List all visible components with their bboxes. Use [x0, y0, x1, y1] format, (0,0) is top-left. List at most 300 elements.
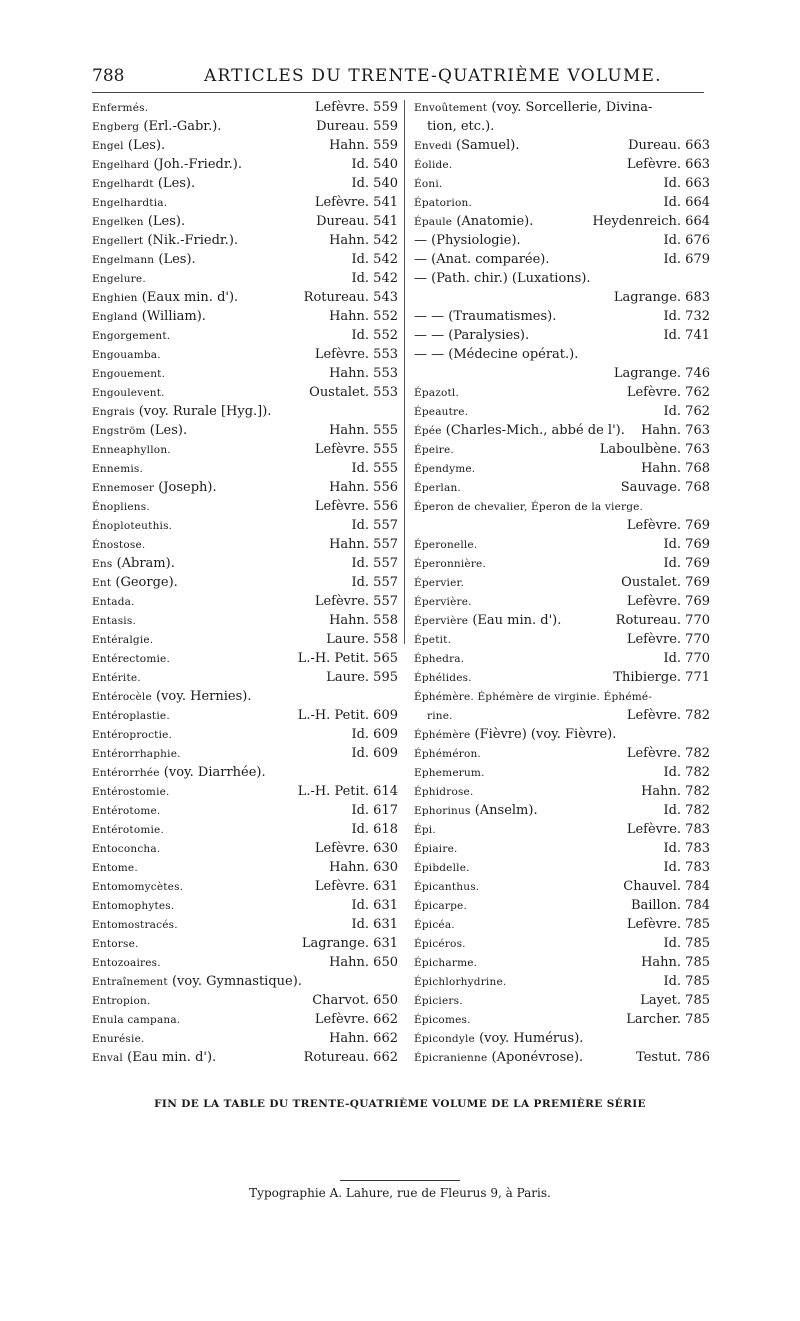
entry-author-page: Lefèvre. 782 — [626, 746, 710, 761]
index-entry — [92, 440, 398, 459]
entry-term: Entérorrhée — [92, 767, 160, 779]
entry-term: Entéroproctie. — [92, 729, 173, 741]
index-entry — [414, 250, 710, 269]
entry-author-page: Laure. 595 — [326, 670, 398, 685]
index-entry — [414, 307, 710, 326]
entry-author-page: Lefèvre. 662 — [314, 1012, 398, 1027]
index-entry — [414, 668, 710, 687]
index-entry — [92, 269, 398, 288]
entry-author-page: Dureau. 663 — [628, 138, 710, 153]
index-entry — [92, 231, 398, 250]
entry-term: England — [92, 311, 138, 323]
end-of-table-note: FIN DE LA TABLE DU TRENTE-QUATRIÈME VOLUME DE LA PREMIÈRE SÉRIE — [154, 1098, 646, 1110]
entry-term: Éolide. — [414, 159, 453, 171]
entry-detail: — — (Paralysies). — [414, 328, 530, 343]
entry-term: Engel — [92, 140, 124, 152]
entry-term: Entomomycètes. — [92, 881, 184, 893]
entry-term: Épi. — [414, 824, 436, 836]
index-entry — [414, 421, 710, 440]
index-entry — [92, 193, 398, 212]
index-entry — [92, 535, 398, 554]
entry-author-page: L.-H. Petit. 609 — [297, 708, 398, 723]
index-entry — [92, 839, 398, 858]
left-column — [92, 98, 398, 1067]
index-entry — [92, 668, 398, 687]
index-entry — [414, 516, 710, 535]
entry-term: Épatorion. — [414, 197, 472, 209]
entry-term: Engelhardtia. — [92, 197, 168, 209]
entry-author-page: Thibierge. 771 — [613, 670, 710, 685]
entry-author-page: Hahn. 556 — [329, 480, 398, 495]
entry-detail: (Eau min. d'). — [127, 1050, 217, 1065]
printer-imprint: Typographie A. Lahure, rue de Fleurus 9, à Paris. — [249, 1186, 551, 1200]
entry-author-page: Dureau. 541 — [316, 214, 398, 229]
entry-term: Entérostomie. — [92, 786, 170, 798]
entry-author-page: Id. 664 — [663, 195, 710, 210]
entry-detail: (voy. Sorcellerie, Divina- — [491, 100, 653, 115]
entry-author-page: Rotureau. 770 — [615, 613, 710, 628]
index-entry — [92, 402, 398, 421]
entry-detail: (Les). — [147, 214, 186, 229]
page-number: 788 — [92, 66, 125, 86]
index-entry — [414, 744, 710, 763]
entry-term: Entéralgie. — [92, 634, 154, 646]
entry-author-page: Lagrange. 683 — [613, 290, 710, 305]
entry-term: Engelure. — [92, 273, 146, 285]
entry-author-page: Id. 783 — [663, 841, 710, 856]
entry-author-page: Charvot. 650 — [312, 993, 398, 1008]
entry-term: Épiciers. — [414, 995, 463, 1007]
index-entry — [414, 953, 710, 972]
entry-author-page: Hahn. 650 — [329, 955, 398, 970]
entry-author-page: Oustalet. 553 — [309, 385, 398, 400]
entry-detail: (Erl.-Gabr.). — [143, 119, 222, 134]
entry-author-page: Testut. 786 — [636, 1050, 710, 1065]
index-entry — [92, 725, 398, 744]
entry-author-page: Id. 542 — [351, 252, 398, 267]
right-column — [414, 98, 710, 1067]
entry-author-page: Hahn. 557 — [329, 537, 398, 552]
entry-term: Épicéa. — [414, 919, 455, 931]
entry-detail: (Joh.-Friedr.). — [153, 157, 242, 172]
entry-term: Engelken — [92, 216, 144, 228]
header-rule — [92, 92, 704, 93]
entry-author-page: Lefèvre. 557 — [314, 594, 398, 609]
index-entry — [414, 649, 710, 668]
entry-term: Enula campana. — [92, 1014, 181, 1026]
entry-author-page: Id. 631 — [351, 917, 398, 932]
index-entry — [92, 877, 398, 896]
entry-term: Énopliens. — [92, 501, 150, 513]
entry-term: Ent — [92, 577, 112, 589]
entry-term: Entozoaires. — [92, 957, 161, 969]
entry-term: Enghien — [92, 292, 138, 304]
entry-author-page: Id. 609 — [351, 746, 398, 761]
entry-author-page: Sauvage. 768 — [620, 480, 710, 495]
entry-term: Entérorrhaphie. — [92, 748, 181, 760]
entry-detail: (Charles-Mich., abbé de l'). — [445, 423, 625, 438]
index-entry — [92, 212, 398, 231]
entry-author-page: Id. 782 — [663, 803, 710, 818]
entry-detail: (voy. Diarrhée). — [163, 765, 266, 780]
index-entry — [414, 212, 710, 231]
entry-term: Engelmann — [92, 254, 155, 266]
entry-term: Engouamba. — [92, 349, 161, 361]
index-entry — [92, 592, 398, 611]
entry-author-page: Id. 557 — [351, 556, 398, 571]
entry-term: Entome. — [92, 862, 138, 874]
index-entry — [92, 459, 398, 478]
entry-term: Épibdelle. — [414, 862, 470, 874]
entry-term: Épetit. — [414, 634, 452, 646]
index-entry — [414, 117, 710, 136]
index-entry — [92, 573, 398, 592]
entry-author-page: Baillon. 784 — [630, 898, 710, 913]
entry-author-page: Hahn. 552 — [329, 309, 398, 324]
entry-term: Entada. — [92, 596, 135, 608]
index-entry — [92, 250, 398, 269]
entry-detail: (Les). — [149, 423, 188, 438]
entry-author-page: Laure. 558 — [326, 632, 398, 647]
entry-detail: (voy. Gymnastique). — [171, 974, 302, 989]
entry-detail: (Les). — [157, 176, 196, 191]
entry-term: Épervière. — [414, 596, 472, 608]
entry-author-page: Hahn. 559 — [329, 138, 398, 153]
entry-author-page: Laboulbène. 763 — [599, 442, 710, 457]
entry-author-page: Lefèvre. 769 — [626, 518, 710, 533]
index-entry — [414, 288, 710, 307]
index-entry — [92, 554, 398, 573]
index-entry — [92, 345, 398, 364]
entry-author-page: Layet. 785 — [640, 993, 710, 1008]
index-entry — [92, 991, 398, 1010]
entry-term: Ephemerum. — [414, 767, 485, 779]
entry-term: Éperon de chevalier, Éperon de la vierge. — [414, 501, 644, 513]
entry-author-page: Hahn. 763 — [641, 423, 710, 438]
entry-author-page: Lefèvre. 553 — [314, 347, 398, 362]
entry-author-page: Chauvel. 784 — [623, 879, 710, 894]
entry-term: Ens — [92, 558, 113, 570]
index-entry — [92, 1029, 398, 1048]
entry-detail: (George). — [115, 575, 178, 590]
entry-author-page: Lefèvre. 631 — [314, 879, 398, 894]
index-entry — [414, 1048, 710, 1067]
index-entry — [92, 858, 398, 877]
entry-term: Entomostracés. — [92, 919, 178, 931]
entry-author-page: Hahn. 785 — [641, 955, 710, 970]
entry-term: rine. — [427, 710, 453, 722]
entry-term: Enurésie. — [92, 1033, 145, 1045]
index-entry — [414, 440, 710, 459]
column-divider — [404, 100, 405, 644]
entry-term: Entasis. — [92, 615, 136, 627]
entry-author-page: Rotureau. 662 — [303, 1050, 398, 1065]
entry-author-page: Id. 770 — [663, 651, 710, 666]
index-entry — [92, 915, 398, 934]
entry-term: Épicondyle — [414, 1033, 475, 1045]
index-entry — [92, 516, 398, 535]
entry-term: Épicharme. — [414, 957, 478, 969]
index-entry — [414, 383, 710, 402]
index-entry — [414, 706, 710, 725]
entry-term: Épervier. — [414, 577, 465, 589]
entry-detail: (voy. Hernies). — [156, 689, 252, 704]
entry-detail: — — (Médecine opérat.). — [414, 347, 579, 362]
entry-author-page: Rotureau. 543 — [303, 290, 398, 305]
index-entry — [414, 687, 710, 706]
index-entry — [414, 972, 710, 991]
index-entry — [414, 554, 710, 573]
index-entry — [414, 839, 710, 858]
entry-detail: (Les). — [127, 138, 166, 153]
entry-author-page: Lefèvre. 762 — [626, 385, 710, 400]
index-entry — [414, 326, 710, 345]
index-entry — [414, 1010, 710, 1029]
entry-author-page: Hahn. 782 — [641, 784, 710, 799]
entry-author-page: L.-H. Petit. 565 — [297, 651, 398, 666]
index-entry — [92, 307, 398, 326]
entry-detail: tion, etc.). — [427, 119, 495, 134]
index-entry — [414, 193, 710, 212]
entry-author-page: Id. 769 — [663, 537, 710, 552]
entry-term: Entérotomie. — [92, 824, 165, 836]
entry-term: Épicéros. — [414, 938, 466, 950]
entry-term: Énoploteuthis. — [92, 520, 173, 532]
entry-author-page: Hahn. 553 — [329, 366, 398, 381]
entry-author-page: Lefèvre. 559 — [314, 100, 398, 115]
entry-author-page: Lefèvre. 556 — [314, 499, 398, 514]
entry-term: Éphedra. — [414, 653, 465, 665]
entry-author-page: Lefèvre. 769 — [626, 594, 710, 609]
entry-term: Épazotl. — [414, 387, 460, 399]
index-entry — [414, 1029, 710, 1048]
entry-author-page: Id. 663 — [663, 176, 710, 191]
entry-author-page: Hahn. 630 — [329, 860, 398, 875]
index-entry — [92, 953, 398, 972]
index-entry — [414, 820, 710, 839]
index-entry — [414, 231, 710, 250]
index-entry — [414, 858, 710, 877]
index-entry — [92, 630, 398, 649]
entry-term: Envoûtement — [414, 102, 488, 114]
entry-author-page: Id. 557 — [351, 518, 398, 533]
entry-author-page: Id. 762 — [663, 404, 710, 419]
index-entry — [92, 1048, 398, 1067]
entry-detail: (Eau min. d'). — [472, 613, 562, 628]
entry-author-page: L.-H. Petit. 614 — [297, 784, 398, 799]
entry-detail: (Les). — [158, 252, 196, 267]
index-entry — [92, 117, 398, 136]
entry-term: Entérocèle — [92, 691, 152, 703]
entry-author-page: Id. 785 — [663, 936, 710, 951]
entry-term: Entropion. — [92, 995, 151, 1007]
entry-author-page: Lefèvre. 783 — [626, 822, 710, 837]
entry-author-page: Dureau. 559 — [316, 119, 398, 134]
index-entry — [92, 972, 398, 991]
index-entry — [414, 915, 710, 934]
index-entry — [414, 345, 710, 364]
entry-term: Épaule — [414, 216, 453, 228]
index-entry — [92, 136, 398, 155]
entry-term: Énostose. — [92, 539, 146, 551]
index-entry — [414, 155, 710, 174]
index-entry — [414, 877, 710, 896]
entry-term: Engström — [92, 425, 146, 437]
entry-term: Engberg — [92, 121, 140, 133]
index-entry — [414, 478, 710, 497]
index-entry — [414, 592, 710, 611]
entry-detail: (Aponévrose). — [491, 1050, 584, 1065]
entry-author-page: Id. 540 — [351, 157, 398, 172]
entry-author-page: Id. 557 — [351, 575, 398, 590]
entry-term: Ennemis. — [92, 463, 144, 475]
entry-term: Épeire. — [414, 444, 454, 456]
entry-author-page: Id. 676 — [663, 233, 710, 248]
entry-term: Épicanthus. — [414, 881, 480, 893]
entry-term: Éperonnière. — [414, 558, 487, 570]
entry-detail: (Anatomie). — [456, 214, 534, 229]
index-entry — [92, 611, 398, 630]
index-entry — [92, 98, 398, 117]
index-entry — [414, 98, 710, 117]
entry-author-page: Id. 618 — [351, 822, 398, 837]
index-entry — [92, 782, 398, 801]
entry-author-page: Id. 542 — [351, 271, 398, 286]
entry-term: Éphélides. — [414, 672, 472, 684]
index-entry — [414, 630, 710, 649]
entry-term: Ephorinus — [414, 805, 471, 817]
entry-detail: (Eaux min. d'). — [141, 290, 239, 305]
entry-term: Éphémère — [414, 729, 471, 741]
index-entry — [92, 155, 398, 174]
index-entry — [414, 801, 710, 820]
entry-author-page: Id. 679 — [663, 252, 710, 267]
index-entry — [92, 820, 398, 839]
entry-author-page: Lefèvre. 541 — [314, 195, 398, 210]
entry-author-page: Hahn. 768 — [641, 461, 710, 476]
entry-term: Entérectomie. — [92, 653, 170, 665]
entry-term: Entorse. — [92, 938, 139, 950]
entry-term: Épeautre. — [414, 406, 469, 418]
entry-term: Engoulevent. — [92, 387, 165, 399]
index-entry — [92, 497, 398, 516]
index-entry — [92, 421, 398, 440]
index-entry — [414, 459, 710, 478]
entry-author-page: Id. 783 — [663, 860, 710, 875]
entry-term: Entomophytes. — [92, 900, 175, 912]
index-entry — [92, 687, 398, 706]
entry-detail: (Samuel). — [456, 138, 520, 153]
entry-author-page: Lefèvre. 630 — [314, 841, 398, 856]
entry-term: Entéroplastie. — [92, 710, 170, 722]
entry-detail: — (Anat. comparée). — [414, 252, 550, 267]
index-entry — [414, 364, 710, 383]
index-entry — [92, 478, 398, 497]
index-entry — [414, 174, 710, 193]
entry-term: Éphéméron. — [414, 748, 481, 760]
entry-term: Engellert — [92, 235, 144, 247]
entry-detail: — (Path. chir.) (Luxations). — [414, 271, 591, 286]
entry-author-page: Lefèvre. 555 — [314, 442, 398, 457]
index-entry — [414, 269, 710, 288]
index-entry — [414, 763, 710, 782]
entry-author-page: Id. 552 — [351, 328, 398, 343]
index-entry — [92, 763, 398, 782]
entry-author-page: Larcher. 785 — [626, 1012, 710, 1027]
entry-detail: (Joseph). — [158, 480, 217, 495]
entry-term: Épicranienne — [414, 1052, 488, 1064]
footer-rule — [340, 1180, 460, 1181]
entry-term: Éphidrose. — [414, 786, 474, 798]
index-entry — [92, 649, 398, 668]
entry-term: Engouement. — [92, 368, 166, 380]
index-entry — [92, 706, 398, 725]
index-entry — [92, 744, 398, 763]
entry-author-page: Lagrange. 746 — [613, 366, 710, 381]
index-entry — [92, 383, 398, 402]
entry-term: Entraînement — [92, 976, 168, 988]
index-entry — [92, 1010, 398, 1029]
entry-term: Enneaphyllon. — [92, 444, 171, 456]
entry-author-page: Id. 785 — [663, 974, 710, 989]
index-entry — [414, 402, 710, 421]
entry-author-page: Id. 617 — [351, 803, 398, 818]
entry-detail: (Abram). — [116, 556, 175, 571]
entry-term: Engelhardt — [92, 178, 154, 190]
entry-detail: (Anselm). — [474, 803, 538, 818]
index-entry — [92, 364, 398, 383]
entry-term: Entoconcha. — [92, 843, 161, 855]
entry-term: Entérotome. — [92, 805, 161, 817]
entry-detail: (Nik.-Friedr.). — [147, 233, 239, 248]
index-entry — [414, 782, 710, 801]
entry-author-page: Hahn. 555 — [329, 423, 398, 438]
entry-term: Éphémère. Éphémère de virginie. Éphémé- — [414, 691, 653, 703]
entry-detail: (William). — [141, 309, 206, 324]
entry-author-page: Lefèvre. 663 — [626, 157, 710, 172]
entry-term: Envedi — [414, 140, 452, 152]
entry-term: Entérite. — [92, 672, 141, 684]
index-entry — [414, 611, 710, 630]
index-entry — [92, 934, 398, 953]
entry-author-page: Id. 540 — [351, 176, 398, 191]
index-entry — [414, 725, 710, 744]
entry-author-page: Heydenreich. 664 — [592, 214, 710, 229]
entry-author-page: Lefèvre. 770 — [626, 632, 710, 647]
entry-term: Éoni. — [414, 178, 443, 190]
entry-term: Épicomes. — [414, 1014, 471, 1026]
index-entry — [414, 136, 710, 155]
index-entry — [414, 497, 710, 516]
index-entry — [414, 991, 710, 1010]
entry-detail: (voy. Rurale [Hyg.]). — [138, 404, 272, 419]
entry-author-page: Lefèvre. 782 — [626, 708, 710, 723]
entry-term: Épervière — [414, 615, 469, 627]
entry-author-page: Id. 732 — [663, 309, 710, 324]
entry-term: Enfermés. — [92, 102, 149, 114]
entry-term: Engrais — [92, 406, 135, 418]
index-entry — [92, 896, 398, 915]
entry-term: Engorgement. — [92, 330, 171, 342]
entry-author-page: Id. 609 — [351, 727, 398, 742]
entry-author-page: Lagrange. 631 — [301, 936, 398, 951]
entry-term: Épendyme. — [414, 463, 476, 475]
entry-author-page: Hahn. 542 — [329, 233, 398, 248]
index-entry — [414, 934, 710, 953]
entry-author-page: Id. 741 — [663, 328, 710, 343]
index-entry — [414, 896, 710, 915]
entry-term: Épicarpe. — [414, 900, 467, 912]
